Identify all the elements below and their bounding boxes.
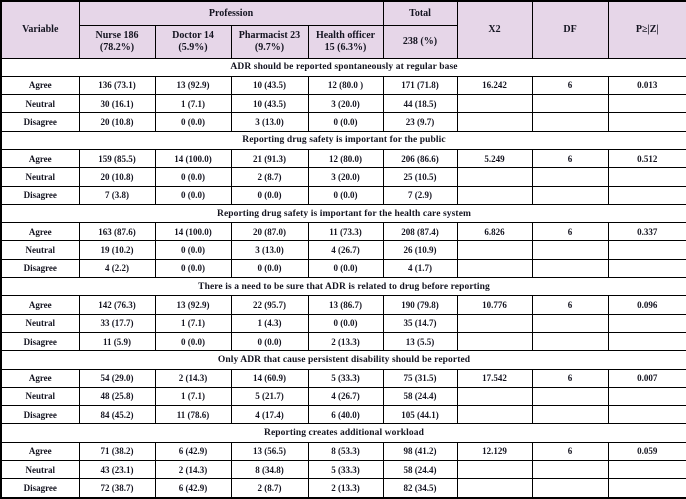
cell-health-officer: 5 (33.3) [308,461,383,479]
cell-p: 0.059 [608,442,686,460]
cell-df [532,387,608,405]
cell-p: 0.512 [608,149,686,167]
cell-doctor: 0 (0.0) [155,168,231,186]
cell-df: 6 [532,369,608,387]
cell-nurse: 11 (5.9) [79,332,155,350]
cell-nurse: 7 (3.8) [79,186,155,204]
cell-doctor: 0 (0.0) [155,186,231,204]
row-label: Agree [1,149,79,167]
section-row [1,351,686,369]
cell-health-officer: 2 (13.3) [308,479,383,498]
row-label: Agree [1,369,79,387]
cell-pharmacist: 4 (17.4) [231,406,308,424]
table-row [1,442,686,460]
cell-health-officer: 0 (0.0) [308,314,383,332]
row-label: Neutral [1,95,79,113]
cell-df: 6 [532,149,608,167]
col-header-nurse: Nurse 186 (78.2%) [79,25,155,58]
row-label: Disagree [1,113,79,131]
cell-pharmacist: 20 (87.0) [231,223,308,241]
cell-pharmacist: 22 (95.7) [231,296,308,314]
section-row [1,58,686,76]
cell-x2 [457,332,532,350]
cell-nurse: 20 (10.8) [79,168,155,186]
cell-doctor: 14 (100.0) [155,223,231,241]
cell-pharmacist: 3 (13.0) [231,113,308,131]
row-label: Neutral [1,241,79,259]
cell-p [608,479,686,498]
cell-x2 [457,479,532,498]
cell-doctor: 2 (14.3) [155,461,231,479]
cell-p [608,332,686,350]
cell-health-officer: 6 (40.0) [308,406,383,424]
cell-pharmacist: 2 (8.7) [231,168,308,186]
table-row [1,149,686,167]
cell-p [608,314,686,332]
col-header-pharmacist: Pharmacist 23 (9.7%) [231,25,308,58]
cell-health-officer: 12 (80.0 ) [308,76,383,94]
cell-df [532,406,608,424]
cell-nurse: 48 (25.8) [79,387,155,405]
cell-total: 44 (18.5) [383,95,457,113]
cell-total: 25 (10.5) [383,168,457,186]
cell-health-officer: 0 (0.0) [308,259,383,277]
row-label: Disagree [1,332,79,350]
cell-p [608,168,686,186]
cell-x2: 17.542 [457,369,532,387]
cell-doctor: 0 (0.0) [155,259,231,277]
row-label: Disagree [1,406,79,424]
section-row [1,424,686,442]
row-label: Neutral [1,168,79,186]
col-header-total-n: 238 (%) [383,25,457,58]
cell-df [532,186,608,204]
cell-total: 206 (86.6) [383,149,457,167]
table-row [1,461,686,479]
cell-total: 23 (9.7) [383,113,457,131]
cell-nurse: 136 (73.1) [79,76,155,94]
table-row [1,314,686,332]
row-label: Neutral [1,387,79,405]
cell-total: 75 (31.5) [383,369,457,387]
row-label: Agree [1,223,79,241]
table-row [1,168,686,186]
cell-p [608,95,686,113]
cell-df: 6 [532,223,608,241]
cell-total: 7 (2.9) [383,186,457,204]
cell-nurse: 4 (2.2) [79,259,155,277]
cell-x2: 16.242 [457,76,532,94]
table-row [1,113,686,131]
cell-total: 105 (44.1) [383,406,457,424]
cell-x2 [457,186,532,204]
cell-x2: 5.249 [457,149,532,167]
row-label: Neutral [1,314,79,332]
cell-pharmacist: 21 (91.3) [231,149,308,167]
cell-df: 6 [532,442,608,460]
cell-p: 0.007 [608,369,686,387]
col-header-p: P≥|Z| [608,1,686,58]
cell-doctor: 0 (0.0) [155,113,231,131]
row-label: Agree [1,296,79,314]
section-title: Reporting creates additional workload [1,424,686,442]
cell-nurse: 72 (38.7) [79,479,155,498]
row-label: Disagree [1,186,79,204]
cell-doctor: 1 (7.1) [155,314,231,332]
cell-nurse: 84 (45.2) [79,406,155,424]
cell-x2 [457,241,532,259]
cell-total: 190 (79.8) [383,296,457,314]
cell-df [532,95,608,113]
cell-p [608,241,686,259]
cell-health-officer: 3 (20.0) [308,168,383,186]
cell-nurse: 33 (17.7) [79,314,155,332]
cell-pharmacist: 0 (0.0) [231,259,308,277]
cell-x2 [457,461,532,479]
cell-health-officer: 4 (26.7) [308,241,383,259]
cell-df [532,113,608,131]
cell-df [532,461,608,479]
section-row [1,131,686,149]
cell-health-officer: 4 (26.7) [308,387,383,405]
cell-health-officer: 12 (80.0) [308,149,383,167]
col-header-profession: Profession [79,1,383,25]
section-title: There is a need to be sure that ADR is related to drug before reporting [1,278,686,296]
row-label: Disagree [1,479,79,498]
table-row [1,76,686,94]
cell-pharmacist: 0 (0.0) [231,332,308,350]
cell-nurse: 30 (16.1) [79,95,155,113]
table-row [1,406,686,424]
cell-df [532,259,608,277]
table-row [1,296,686,314]
col-header-doctor: Doctor 14 (5.9%) [155,25,231,58]
cell-x2 [457,95,532,113]
cell-p [608,259,686,277]
cell-doctor: 13 (92.9) [155,76,231,94]
table-row [1,259,686,277]
cell-total: 58 (24.4) [383,461,457,479]
row-label: Agree [1,76,79,94]
cell-doctor: 0 (0.0) [155,241,231,259]
col-header-df: DF [532,1,608,58]
cell-pharmacist: 0 (0.0) [231,186,308,204]
cell-total: 4 (1.7) [383,259,457,277]
table-row [1,369,686,387]
cell-pharmacist: 13 (56.5) [231,442,308,460]
cell-p: 0.096 [608,296,686,314]
cell-nurse: 142 (76.3) [79,296,155,314]
cell-pharmacist: 2 (8.7) [231,479,308,498]
cell-p [608,387,686,405]
cell-pharmacist: 8 (34.8) [231,461,308,479]
cell-total: 13 (5.5) [383,332,457,350]
cell-health-officer: 11 (73.3) [308,223,383,241]
cell-total: 82 (34.5) [383,479,457,498]
cell-doctor: 6 (42.9) [155,479,231,498]
cell-df [532,314,608,332]
cell-health-officer: 3 (20.0) [308,95,383,113]
cell-health-officer: 2 (13.3) [308,332,383,350]
cell-x2: 6.826 [457,223,532,241]
cell-p [608,406,686,424]
cell-nurse: 54 (29.0) [79,369,155,387]
cell-doctor: 14 (100.0) [155,149,231,167]
section-row [1,204,686,222]
cell-nurse: 159 (85.5) [79,149,155,167]
col-header-health-officer: Health officer 15 (6.3%) [308,25,383,58]
cell-total: 58 (24.4) [383,387,457,405]
cell-health-officer: 5 (33.3) [308,369,383,387]
table-row [1,223,686,241]
cell-pharmacist: 3 (13.0) [231,241,308,259]
cell-df [532,332,608,350]
cell-x2 [457,113,532,131]
cell-health-officer: 8 (53.3) [308,442,383,460]
cell-pharmacist: 14 (60.9) [231,369,308,387]
cell-p: 0.013 [608,76,686,94]
cell-doctor: 0 (0.0) [155,332,231,350]
cell-health-officer: 0 (0.0) [308,113,383,131]
cell-health-officer: 13 (86.7) [308,296,383,314]
section-row [1,278,686,296]
table-row [1,387,686,405]
cell-x2 [457,259,532,277]
cell-total: 171 (71.8) [383,76,457,94]
table-row [1,95,686,113]
row-label: Neutral [1,461,79,479]
cell-x2: 12.129 [457,442,532,460]
cell-x2 [457,314,532,332]
table-row [1,332,686,350]
section-title: Only ADR that cause persistent disability should be reported [1,351,686,369]
cell-total: 98 (41.2) [383,442,457,460]
cell-nurse: 71 (38.2) [79,442,155,460]
cell-health-officer: 0 (0.0) [308,186,383,204]
table-row [1,186,686,204]
table-row [1,479,686,498]
col-header-total: Total [383,1,457,25]
cell-nurse: 43 (23.1) [79,461,155,479]
cell-total: 208 (87.4) [383,223,457,241]
section-title: ADR should be reported spontaneously at regular base [1,58,686,76]
cell-x2 [457,406,532,424]
section-title: Reporting drug safety is important for the public [1,131,686,149]
cell-doctor: 13 (92.9) [155,296,231,314]
cell-doctor: 1 (7.1) [155,387,231,405]
cell-df [532,241,608,259]
section-title: Reporting drug safety is important for the health care system [1,204,686,222]
row-label: Disagree [1,259,79,277]
cell-p: 0.337 [608,223,686,241]
cell-pharmacist: 10 (43.5) [231,76,308,94]
cell-x2 [457,168,532,186]
table-row [1,241,686,259]
cell-pharmacist: 5 (21.7) [231,387,308,405]
cell-df [532,479,608,498]
cell-x2: 10.776 [457,296,532,314]
cell-p [608,461,686,479]
cell-doctor: 11 (78.6) [155,406,231,424]
cell-total: 26 (10.9) [383,241,457,259]
cell-total: 35 (14.7) [383,314,457,332]
cell-p [608,113,686,131]
col-header-variable: Variable [1,1,79,58]
cell-pharmacist: 10 (43.5) [231,95,308,113]
cell-nurse: 163 (87.6) [79,223,155,241]
cell-df [532,168,608,186]
row-label: Agree [1,442,79,460]
cell-df: 6 [532,296,608,314]
cell-df: 6 [532,76,608,94]
cell-p [608,186,686,204]
cell-doctor: 6 (42.9) [155,442,231,460]
cell-x2 [457,387,532,405]
cell-doctor: 1 (7.1) [155,95,231,113]
cell-nurse: 19 (10.2) [79,241,155,259]
col-header-x2: X2 [457,1,532,58]
cell-doctor: 2 (14.3) [155,369,231,387]
cell-nurse: 20 (10.8) [79,113,155,131]
cell-pharmacist: 1 (4.3) [231,314,308,332]
